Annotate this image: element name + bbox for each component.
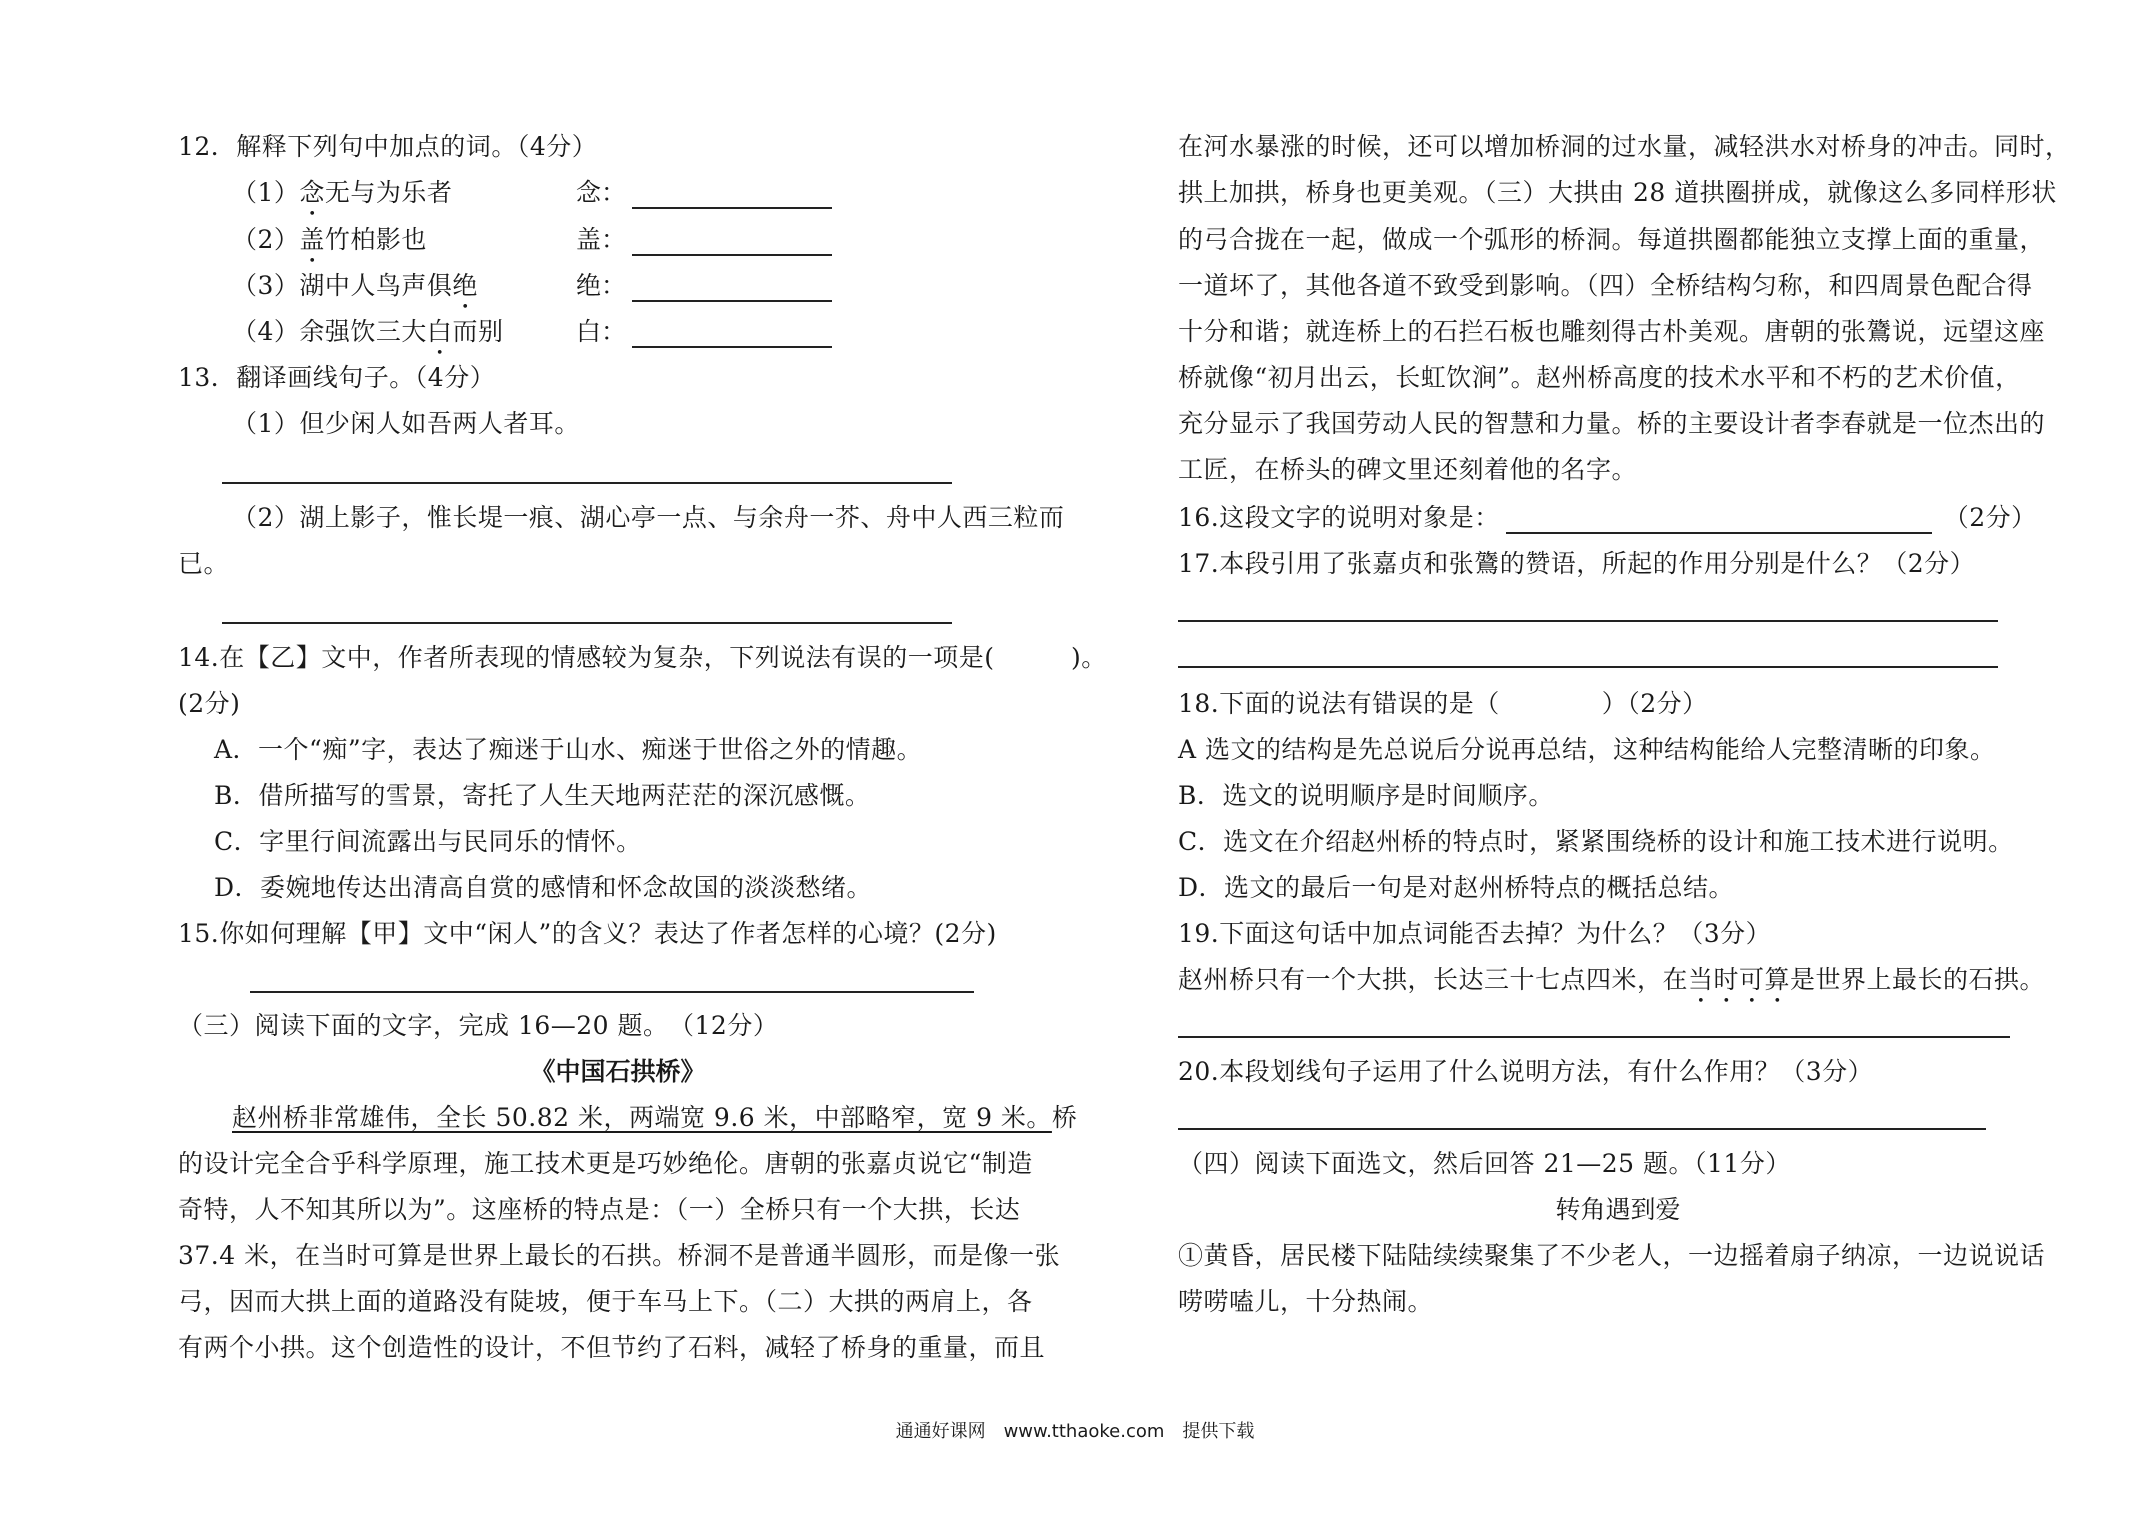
q12-item-1: （1）念无与为乐者 <box>232 178 453 207</box>
q20-stem: 20.本段划线句子运用了什么说明方法，有什么作用？（3分） <box>1178 1057 1874 1086</box>
q14-score: (2分) <box>178 689 241 718</box>
q13-sentence-1: （1）但少闲人如吾两人者耳。 <box>232 409 580 438</box>
answer-line-q17-2[interactable] <box>1178 666 1998 668</box>
article-cont-line-3: 的弓合拢在一起，做成一个弧形的桥洞。每道拱圈都能独立支撑上面的重量， <box>1178 225 2046 254</box>
answer-line-q13-2[interactable] <box>222 622 952 624</box>
article-cont-line-4: 一道坏了，其他各道不致受到影响。（四）全桥结构匀称，和四周景色配合得 <box>1178 271 2033 300</box>
q18-stem: 18.下面的说法有错误的是（ ）（2分） <box>1178 689 1708 718</box>
q12-answer-2: 盖： <box>576 224 832 256</box>
q14-stem: 14.在【乙】文中，作者所表现的情感较为复杂，下列说法有误的一项是( )。 <box>178 643 1107 672</box>
q14-option-c: C．字里行间流露出与民同乐的情怀。 <box>214 827 642 856</box>
article-line-3: 奇特，人不知其所以为”。这座桥的特点是：（一）全桥只有一个大拱，长达 <box>178 1195 1021 1224</box>
article-line-4: 37.4 米，在当时可算是世界上最长的石拱。桥洞不是普通半圆形，而是像一张 <box>178 1241 1061 1270</box>
q15-stem: 15.你如何理解【甲】文中“闲人”的含义？表达了作者怎样的心境？(2分) <box>178 919 997 948</box>
answer-line-q15[interactable] <box>250 991 974 993</box>
article-title: 《中国石拱桥》 <box>530 1057 706 1086</box>
article-line-5: 弓，因而大拱上面的道路没有陡坡，便于车马上下。（二）大拱的两肩上，各 <box>178 1287 1033 1316</box>
q12-item-3: （3）湖中人鸟声俱绝 <box>232 271 478 300</box>
article-line-1: 赵州桥非常雄伟，全长 50.82 米，两端宽 9.6 米，中部略窄，宽 9 米。桥 <box>232 1103 1078 1132</box>
q17-stem: 17.本段引用了张嘉贞和张鷟的赞语，所起的作用分别是什么？（2分） <box>1178 549 1976 578</box>
q12-answer-1: 念： <box>576 177 832 209</box>
q13-sentence-2a: （2）湖上影子，惟长堤一痕、湖心亭一点、与余舟一芥、舟中人西三粒而 <box>232 503 1065 532</box>
q18-option-a: A 选文的结构是先总说后分说再总结，这种结构能给人完整清晰的印象。 <box>1178 735 1996 764</box>
q12-item-4: （4）余强饮三大白而别 <box>232 317 504 346</box>
answer-line-q13-1[interactable] <box>222 482 952 484</box>
q13-sentence-2b: 已。 <box>178 549 230 578</box>
answer-line-q19[interactable] <box>1178 1036 2010 1038</box>
article-cont-line-1: 在河水暴涨的时候，还可以增加桥洞的过水量，减轻洪水对桥身的冲击。同时， <box>1178 132 2071 161</box>
q14-option-b: B．借所描写的雪景，寄托了人生天地两茫茫的深沉感慨。 <box>214 781 871 810</box>
section-4-heading: （四）阅读下面选文，然后回答 21—25 题。（11分） <box>1178 1149 1791 1178</box>
answer-blank[interactable] <box>632 320 832 348</box>
answer-blank[interactable] <box>632 274 832 302</box>
q14-option-d: D．委婉地传达出清高自赏的感情和怀念故国的淡淡愁绪。 <box>214 873 873 902</box>
article-line-6: 有两个小拱。这个创造性的设计，不但节约了石料，减轻了桥身的重量，而且 <box>178 1333 1046 1362</box>
q19-stem: 19.下面这句话中加点词能否去掉？为什么？（3分） <box>1178 919 1772 948</box>
answer-blank[interactable] <box>632 181 832 209</box>
section-3-heading: （三）阅读下面的文字，完成 16—20 题。 （12分） <box>178 1011 779 1040</box>
answer-blank[interactable] <box>632 228 832 256</box>
story-line-1: ①黄昏，居民楼下陆陆续续聚集了不少老人，一边摇着扇子纳凉，一边说说话 <box>1178 1241 2046 1270</box>
answer-blank-q16[interactable] <box>1506 506 1932 534</box>
q13-stem: 13．翻译画线句子。（4分） <box>178 363 496 392</box>
article-line-2: 的设计完全合乎科学原理，施工技术更是巧妙绝伦。唐朝的张嘉贞说它“制造 <box>178 1149 1033 1178</box>
q12-stem: 12．解释下列句中加点的词。（4分） <box>178 132 598 161</box>
q12-answer-4: 白： <box>576 316 832 348</box>
article-cont-line-2: 拱上加拱，桥身也更美观。（三）大拱由 28 道拱圈拼成，就像这么多同样形状 <box>1178 178 2057 207</box>
page-footer: 通通好课网 www.tthaoke.com 提供下载 <box>895 1421 1255 1442</box>
article-cont-line-5: 十分和谐；就连桥上的石拦石板也雕刻得古朴美观。唐朝的张鷟说，远望这座 <box>1178 317 2046 346</box>
q16-stem: 16.这段文字的说明对象是： （2分） <box>1178 503 2037 532</box>
article-underlined-sentence: 赵州桥非常雄伟，全长 50.82 米，两端宽 9.6 米，中部略窄，宽 9 米。 <box>232 1103 1052 1132</box>
q18-option-b: B．选文的说明顺序是时间顺序。 <box>1178 781 1554 810</box>
answer-line-q20[interactable] <box>1178 1128 1986 1130</box>
q18-option-d: D．选文的最后一句是对赵州桥特点的概括总结。 <box>1178 873 1735 902</box>
q12-answer-3: 绝： <box>576 270 832 302</box>
story-title: 转角遇到爱 <box>1555 1195 1681 1224</box>
article-cont-line-7: 充分显示了我国劳动人民的智慧和力量。桥的主要设计者李春就是一位杰出的 <box>1178 409 2046 438</box>
q19-sentence: 赵州桥只有一个大拱，长达三十七点四米，在当时可算是世界上最长的石拱。 <box>1178 965 2046 994</box>
q18-option-c: C．选文在介绍赵州桥的特点时，紧紧围绕桥的设计和施工技术进行说明。 <box>1178 827 2014 856</box>
answer-line-q17-1[interactable] <box>1178 620 1998 622</box>
story-line-2: 唠唠嗑儿，十分热闹。 <box>1178 1287 1434 1316</box>
q14-option-a: A．一个“痴”字，表达了痴迷于山水、痴迷于世俗之外的情趣。 <box>214 735 923 764</box>
article-cont-line-8: 工匠，在桥头的碑文里还刻着他的名字。 <box>1178 455 1638 484</box>
q12-item-2: （2）盖竹柏影也 <box>232 225 427 254</box>
article-cont-line-6: 桥就像“初月出云，长虹饮涧”。赵州桥高度的技术水平和不朽的艺术价值， <box>1178 363 2021 392</box>
